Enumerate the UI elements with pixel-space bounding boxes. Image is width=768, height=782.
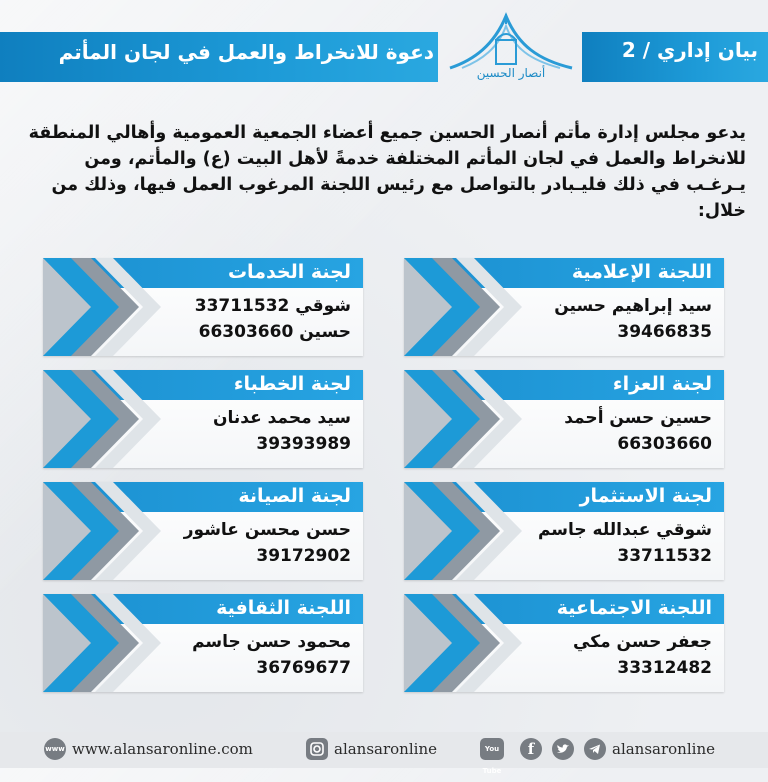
committee-phone: حسين 66303660: [198, 322, 351, 342]
committee-phone: 66303660: [617, 434, 712, 454]
committee-phone: 39172902: [256, 546, 351, 566]
telegram-icon[interactable]: [584, 738, 606, 760]
facebook-icon[interactable]: f: [520, 738, 542, 760]
committee-head: سيد محمد عدنان: [212, 408, 351, 428]
footer: [0, 732, 768, 775]
committee-name: اللجنة الثقافية: [216, 597, 351, 619]
twitter-icon[interactable]: [552, 738, 574, 760]
logo: [444, 10, 578, 96]
committee-card: [404, 370, 724, 468]
statement-label: بيان إداري / 2: [621, 38, 758, 62]
committee-phone: 39393989: [256, 434, 351, 454]
committee-phone: 39466835: [617, 322, 712, 342]
committee-head: حسين حسن أحمد: [564, 408, 712, 428]
committee-name: لجنة العزاء: [612, 373, 712, 395]
header: [0, 0, 768, 100]
committee-name: لجنة الاستثمار: [579, 485, 712, 507]
committee-name: اللجنة الاجتماعية: [556, 597, 712, 619]
committee-phone: 36769677: [256, 658, 351, 678]
committee-card: [404, 258, 724, 356]
committee-head: محمود حسن جاسم: [192, 632, 351, 652]
committee-head: سيد إبراهيم حسين: [554, 296, 712, 316]
committee-name: لجنة الخطباء: [233, 373, 351, 395]
committee-head: حسن محسن عاشور: [183, 520, 351, 540]
committee-name: لجنة الخدمات: [227, 261, 351, 283]
instagram-handle[interactable]: alansaronline: [334, 740, 437, 758]
committee-card: [404, 594, 724, 692]
committee-phone: 33711532: [617, 546, 712, 566]
globe-icon[interactable]: www: [44, 738, 66, 760]
youtube-icon[interactable]: You Tube: [480, 738, 504, 760]
committee-head: جعفر حسن مكي: [573, 632, 712, 652]
committee-card: [43, 258, 363, 356]
intro-paragraph: يدعو مجلس إدارة مأتم أنصار الحسين جميع أعضاء الجمعية العمومية وأهالي المنطقة للانخراط والعمل في لجان المأتم المختلفة خدمةً لأهل البيت (ع) والمأتم، ومن يـرغـب في ذلك فليـبادر بالتواصل مع رئيس اللجنة المرغوب العمل فيها، وذلك من خلال:: [28, 123, 746, 221]
logo-text: أنصار الحسين: [476, 66, 546, 80]
social-handle[interactable]: alansaronline: [612, 740, 715, 758]
committee-card: [43, 370, 363, 468]
committee-name: اللجنة الإعلامية: [571, 261, 712, 283]
committee-head: شوقي 33711532: [194, 296, 351, 316]
page-title: دعوة للانخراط والعمل في لجان المأتم: [58, 40, 434, 64]
committee-card: [43, 482, 363, 580]
dome-logo-icon: [444, 10, 578, 70]
committee-card: [404, 482, 724, 580]
committee-name: لجنة الصيانة: [238, 485, 351, 507]
website-link[interactable]: www.alansaronline.com: [72, 740, 253, 758]
committee-card: [43, 594, 363, 692]
committee-head: شوقي عبدالله جاسم: [537, 520, 712, 540]
committee-phone: 33312482: [617, 658, 712, 678]
instagram-icon[interactable]: [306, 738, 328, 760]
